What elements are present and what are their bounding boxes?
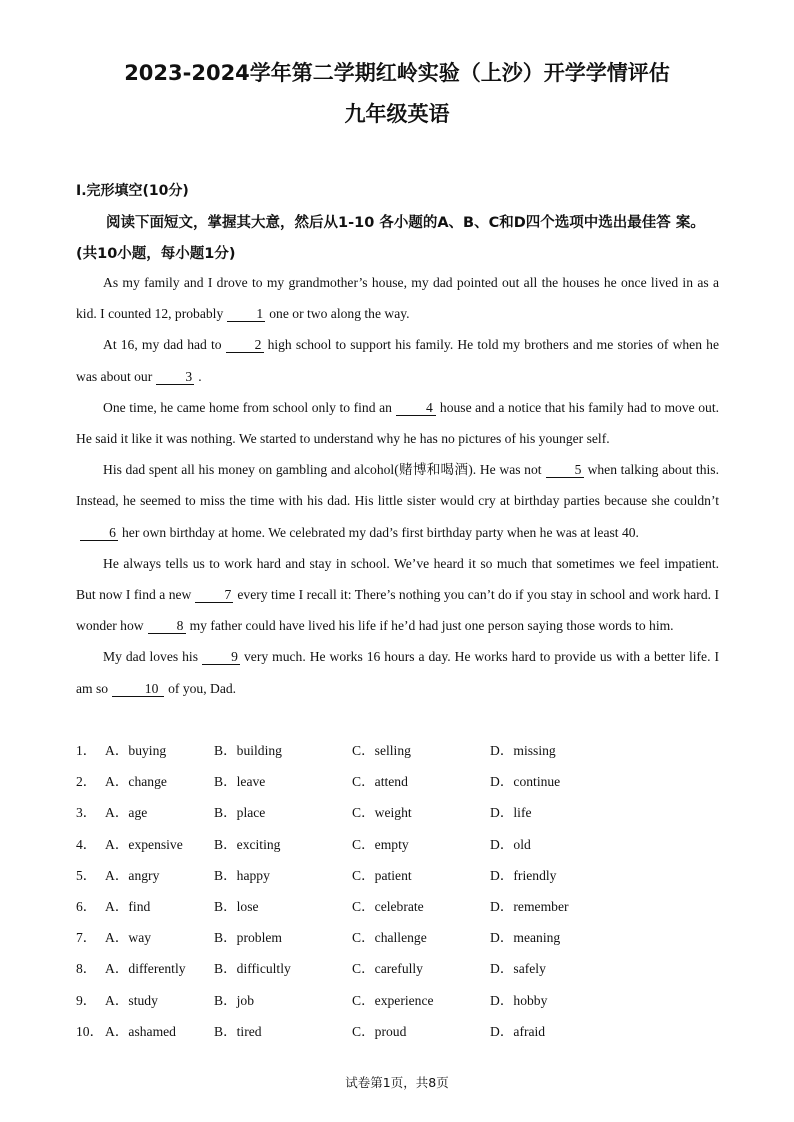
option-a: A．angry [105, 867, 160, 883]
exam-title: 2023-2024学年第二学期红岭实验（上沙）开学学情评估 [124, 61, 670, 85]
question-number: 9． [76, 992, 97, 1008]
option-a: A．way [105, 930, 152, 946]
passage-text: At 16, my dad had to [103, 337, 222, 353]
option-b: B．tired [214, 1023, 262, 1039]
option-d: D．old [490, 836, 531, 852]
option-a: A．expensive [105, 836, 183, 852]
question-number: 8． [76, 961, 97, 977]
question-number: 3． [76, 805, 97, 821]
section-instructions: 阅读下面短文，掌握其大意，然后从1-10 各小题的A、B、C和D四个选项中选出最佳答 案。(共10小题，每小题1分) [76, 215, 705, 262]
option-d: D．missing [490, 743, 556, 758]
passage-paragraph [76, 329, 719, 391]
passage-paragraph [76, 267, 719, 329]
question-number: 1． [76, 743, 97, 758]
blank-6: 6 [80, 525, 118, 541]
passage-text: when talking about this. Instead, he seemed to miss the time with his dad. His little sister would cry at birthday parties because she couldn’t [76, 462, 719, 509]
cloze-passage [76, 267, 719, 704]
blank-1: 1 [227, 306, 265, 322]
passage-text: every time I recall it: There’s nothing you can’t do if you stay in school and work hard. I wonder how [76, 587, 719, 634]
exam-subtitle: 九年级英语 [344, 102, 450, 126]
blank-3: 3 [156, 369, 194, 385]
passage-paragraph [76, 641, 719, 703]
option-b: B．leave [214, 774, 266, 790]
option-b: B．happy [214, 867, 270, 883]
option-d: D．continue [490, 774, 561, 790]
option-d: D．safely [490, 961, 546, 977]
option-a: A．differently [105, 961, 186, 977]
blank-4: 4 [396, 400, 436, 416]
passage-text: high school to support his family. He told my brothers and me stories of when he was about our [76, 337, 719, 384]
option-b: B．exciting [214, 836, 281, 852]
blank-5: 5 [546, 462, 584, 478]
question-number: 5． [76, 867, 97, 883]
option-c: C．selling [352, 743, 411, 758]
option-d: D．afraid [490, 1023, 546, 1039]
passage-text: . [198, 368, 202, 384]
passage-text: her own birthday at home. We celebrated my dad’s first birthday party when he was at least 40. [122, 524, 639, 540]
option-a: A．change [105, 774, 167, 790]
passage-text: My dad loves his [103, 649, 198, 665]
option-c: C．experience [352, 992, 434, 1008]
option-b: B．lose [214, 898, 259, 914]
option-c: C．challenge [352, 930, 427, 946]
option-d: D．friendly [490, 867, 557, 883]
passage-text: of you, Dad. [168, 680, 237, 696]
option-d: D．hobby [490, 992, 548, 1008]
option-d: D．meaning [490, 930, 561, 946]
option-c: C．attend [352, 774, 408, 790]
option-c: C．carefully [352, 961, 423, 977]
option-b: B．place [214, 805, 266, 821]
question-number: 4． [76, 836, 97, 852]
option-c: C．proud [352, 1023, 407, 1039]
option-b: B．difficultly [214, 961, 291, 977]
passage-text: His dad spent all his money on gambling and alcohol(赌博和喝酒). He was not [103, 462, 542, 478]
question-number: 7． [76, 930, 97, 946]
section-heading: I.完形填空(10分) [76, 183, 189, 199]
option-c: C．celebrate [352, 898, 424, 914]
option-a: A．age [105, 805, 148, 821]
blank-8: 8 [148, 618, 186, 634]
passage-paragraph [76, 454, 719, 548]
question-number: 10． [76, 1023, 104, 1039]
option-b: B．job [214, 992, 255, 1008]
option-a: A．buying [105, 743, 167, 758]
passage-text: He always tells us to work hard and stay in school. We’ve heard it so much that sometimes we feel impatient. But now I find a new [76, 555, 719, 603]
question-number: 2． [76, 774, 97, 790]
passage-text: very much. He works 16 hours a day. He works hard to provide us with a better life. I am so [76, 649, 719, 696]
page-footer: 试卷第1页，共8页 [345, 1075, 449, 1090]
question-number: 6． [76, 898, 97, 914]
passage-text: house and a notice that his family had to move out. He said it like it was nothing. We started to understand why he has no pictures of his younger self. [76, 399, 720, 447]
option-d: D．remember [490, 898, 569, 914]
option-b: B．building [214, 743, 282, 758]
passage-text: my father could have lived his life if he’d had just one person saying those words to him. [189, 618, 674, 634]
option-a: A．study [105, 992, 158, 1008]
blank-7: 7 [195, 587, 233, 603]
blank-10: 10 [112, 681, 164, 697]
option-c: C．patient [352, 867, 412, 883]
option-c: C．weight [352, 805, 412, 821]
option-a: A．find [105, 898, 151, 914]
passage-text: One time, he came home from school only to find an [103, 399, 392, 415]
option-a: A．ashamed [105, 1023, 176, 1039]
passage-paragraph [76, 392, 719, 454]
option-b: B．problem [214, 930, 282, 946]
passage-paragraph [76, 548, 719, 642]
blank-2: 2 [226, 337, 264, 353]
passage-text: one or two along the way. [269, 306, 410, 322]
option-d: D．life [490, 805, 532, 821]
option-c: C．empty [352, 836, 409, 852]
passage-text: As my family and I drove to my grandmother’s house, my dad pointed out all the houses he once lived in as a kid. I counted 12, probably [76, 275, 719, 322]
blank-9: 9 [202, 649, 240, 665]
